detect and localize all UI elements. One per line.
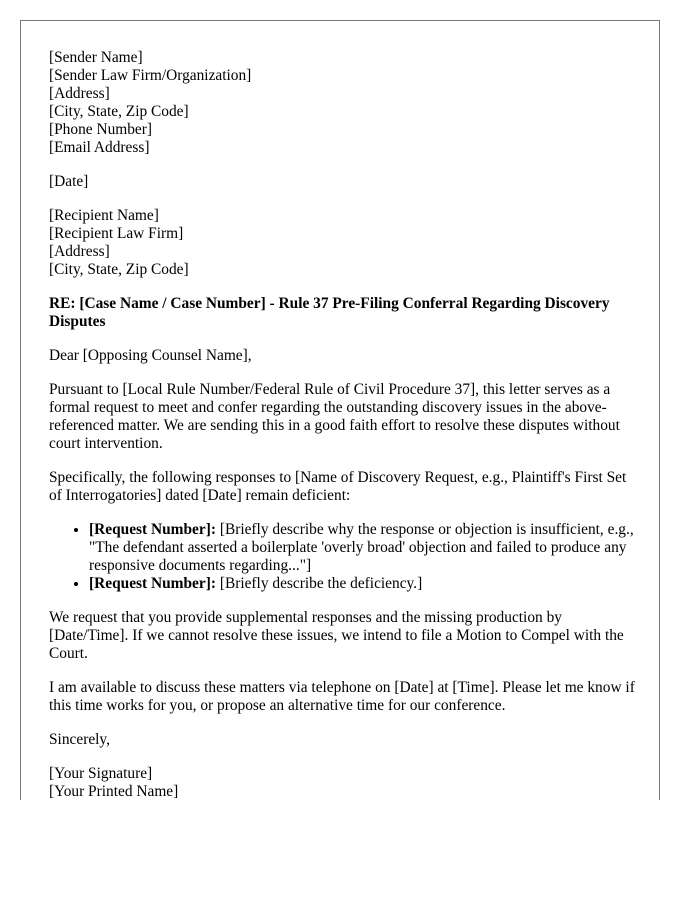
subject-line: RE: [Case Name / Case Number] - Rule 37 Pre-Filing Conferral Regarding Discovery Disputes [49,295,610,330]
deficiency-description: [Briefly describe why the response or objection is insufficient, e.g., "The defendant asserted a boilerplate 'overly broad' objection and failed to produce any responsive documents regarding..."] [89,521,634,574]
recipient-city-state-zip: [City, State, Zip Code] [49,261,189,278]
closing: Sincerely, [49,731,110,748]
sender-city-state-zip: [City, State, Zip Code] [49,103,189,120]
sender-address: [Address] [49,85,110,102]
sender-phone: [Phone Number] [49,121,153,138]
sender-firm: [Sender Law Firm/Organization] [49,67,252,84]
date-block [49,173,635,191]
recipient-block [49,207,635,279]
letter-date: [Date] [49,173,89,190]
request-number-label: [Request Number]: [89,575,216,592]
signature: [Your Signature] [49,765,153,782]
recipient-firm: [Recipient Law Firm] [49,225,184,242]
specifics-paragraph: Specifically, the following responses to [Name of Discovery Request, e.g., Plaintiff's First Set of Interrogatories] dated [Date] remain deficient: [49,469,627,504]
salutation: Dear [Opposing Counsel Name], [49,347,252,364]
intro-paragraph: Pursuant to [Local Rule Number/Federal Rule of Civil Procedure 37], this letter serves as a formal request to meet and confer regarding the outstanding discovery issues in the above-referenced matter. We are sending this in a good faith effort to resolve these disputes without court intervention. [49,381,620,452]
request-paragraph: We request that you provide supplemental responses and the missing production by [Date/Time]. If we cannot resolve these issues, we intend to file a Motion to Compel with the Court. [49,609,624,662]
list-item [89,521,635,575]
recipient-address: [Address] [49,243,110,260]
signature-block [49,765,635,800]
sender-email: [Email Address] [49,139,150,156]
list-item [89,575,635,593]
deficiency-description: [Briefly describe the deficiency.] [219,575,423,592]
letter-body [49,49,635,800]
deficiency-list [49,521,635,593]
request-number-label: [Request Number]: [89,521,216,538]
recipient-name: [Recipient Name] [49,207,159,224]
printed-name: [Your Printed Name] [49,783,179,800]
availability-paragraph: I am available to discuss these matters via telephone on [Date] at [Time]. Please let me know if this time works for you, or propose an alternative time for our conference. [49,679,635,714]
sender-name: [Sender Name] [49,49,143,66]
sender-block [49,49,635,157]
letter-page [20,20,660,800]
